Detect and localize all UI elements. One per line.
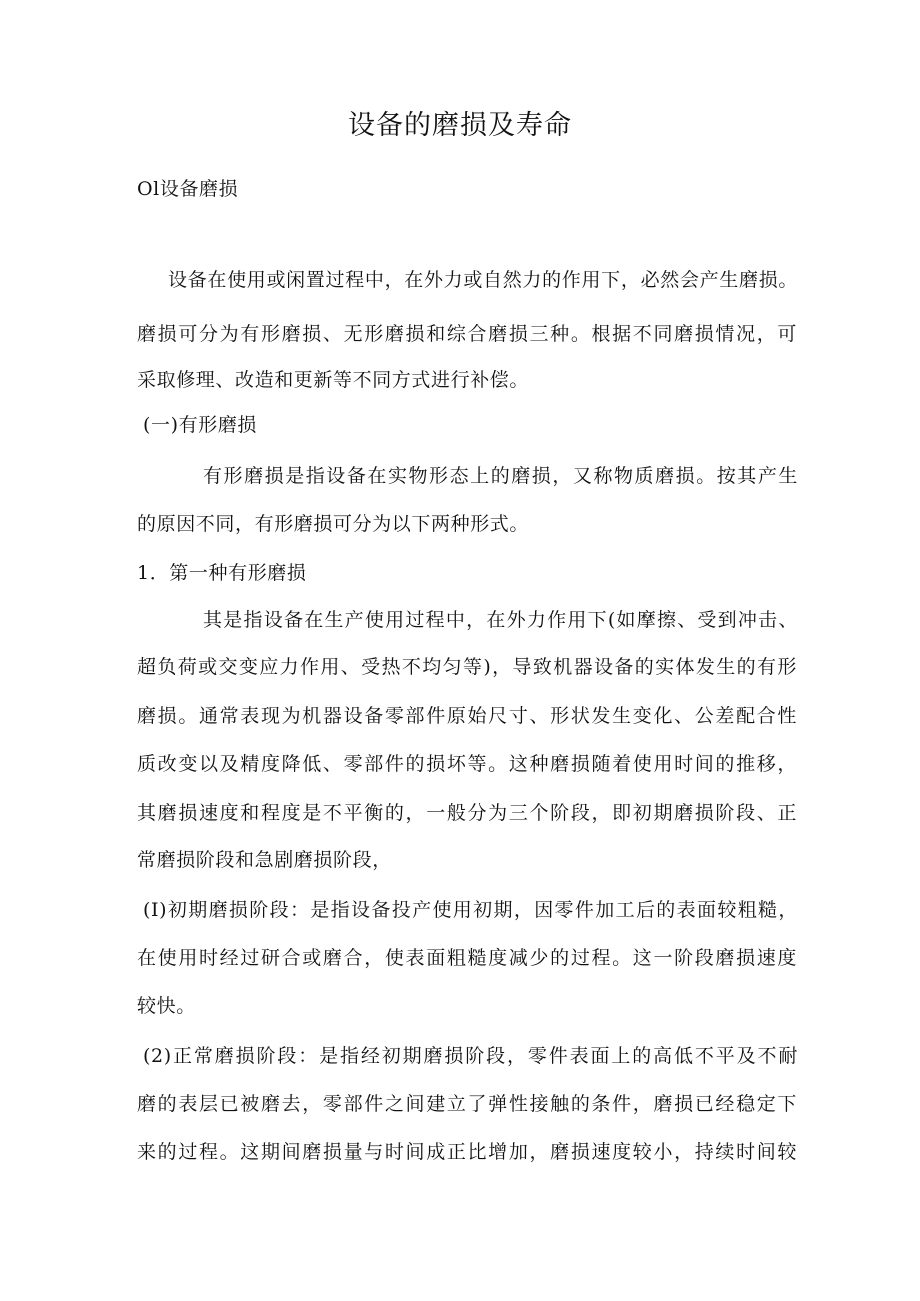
paragraph-line-2: 磨损可分为有形磨损、无形磨损和综合磨损三种。根据不同磨损情况，可 <box>137 323 797 345</box>
paragraph-line-11: 质改变以及精度降低、零部件的损坏等。这种磨损随着使用时间的推移， <box>137 753 797 775</box>
paragraph-line-9: 超负荷或交变应力作用、受热不均匀等)，导致机器设备的实体发生的有形 <box>137 656 797 678</box>
paragraph-line-13: 常磨损阶段和急剧磨损阶段， <box>137 849 392 871</box>
paragraph-line-6: 的原因不同，有形磨损可分为以下两种形式。 <box>137 513 530 535</box>
paragraph-line-15: 在使用时经过研合或磨合，使表面粗糙度减少的过程。这一阶段磨损速度 <box>137 947 797 969</box>
paragraph-line-1: 设备在使用或闲置过程中，在外力或自然力的作用下，必然会产生磨损。 <box>168 269 798 291</box>
document-title: 设备的磨损及寿命 <box>348 110 572 141</box>
paragraph-line-8: 其是指设备在生产使用过程中，在外力作用下(如摩擦、受到冲击、 <box>203 609 798 631</box>
subheading-first-tangible-wear: 1．第一种有形磨损 <box>137 562 307 584</box>
paragraph-line-14: (I)初期磨损阶段：是指设备投产使用初期，因零件加工后的表面较粗糙， <box>143 899 798 921</box>
paragraph-line-5: 有形磨损是指设备在实物形态上的磨损，又称物质磨损。按其产生 <box>203 465 798 487</box>
paragraph-line-16: 较快。 <box>137 995 196 1017</box>
paragraph-line-19: 来的过程。这期间磨损量与时间成正比增加，磨损速度较小，持续时间较 <box>137 1141 797 1163</box>
paragraph-line-18: 磨的表层已被磨去，零部件之间建立了弹性接触的条件，磨损已经稳定下 <box>137 1093 797 1115</box>
paragraph-line-10: 磨损。通常表现为机器设备零部件原始尺寸、形状发生变化、公差配合性 <box>137 705 797 727</box>
paragraph-line-12: 其磨损速度和程度是不平衡的，一般分为三个阶段，即初期磨损阶段、正 <box>137 802 797 824</box>
section-heading: Ol设备磨损 <box>137 178 239 200</box>
paragraph-line-3: 采取修理、改造和更新等不同方式进行补偿。 <box>137 369 530 391</box>
paragraph-line-17: (2)正常磨损阶段：是指经初期磨损阶段，零件表面上的高低不平及不耐 <box>143 1045 798 1067</box>
subheading-tangible-wear: (一)有形磨损 <box>143 414 258 436</box>
